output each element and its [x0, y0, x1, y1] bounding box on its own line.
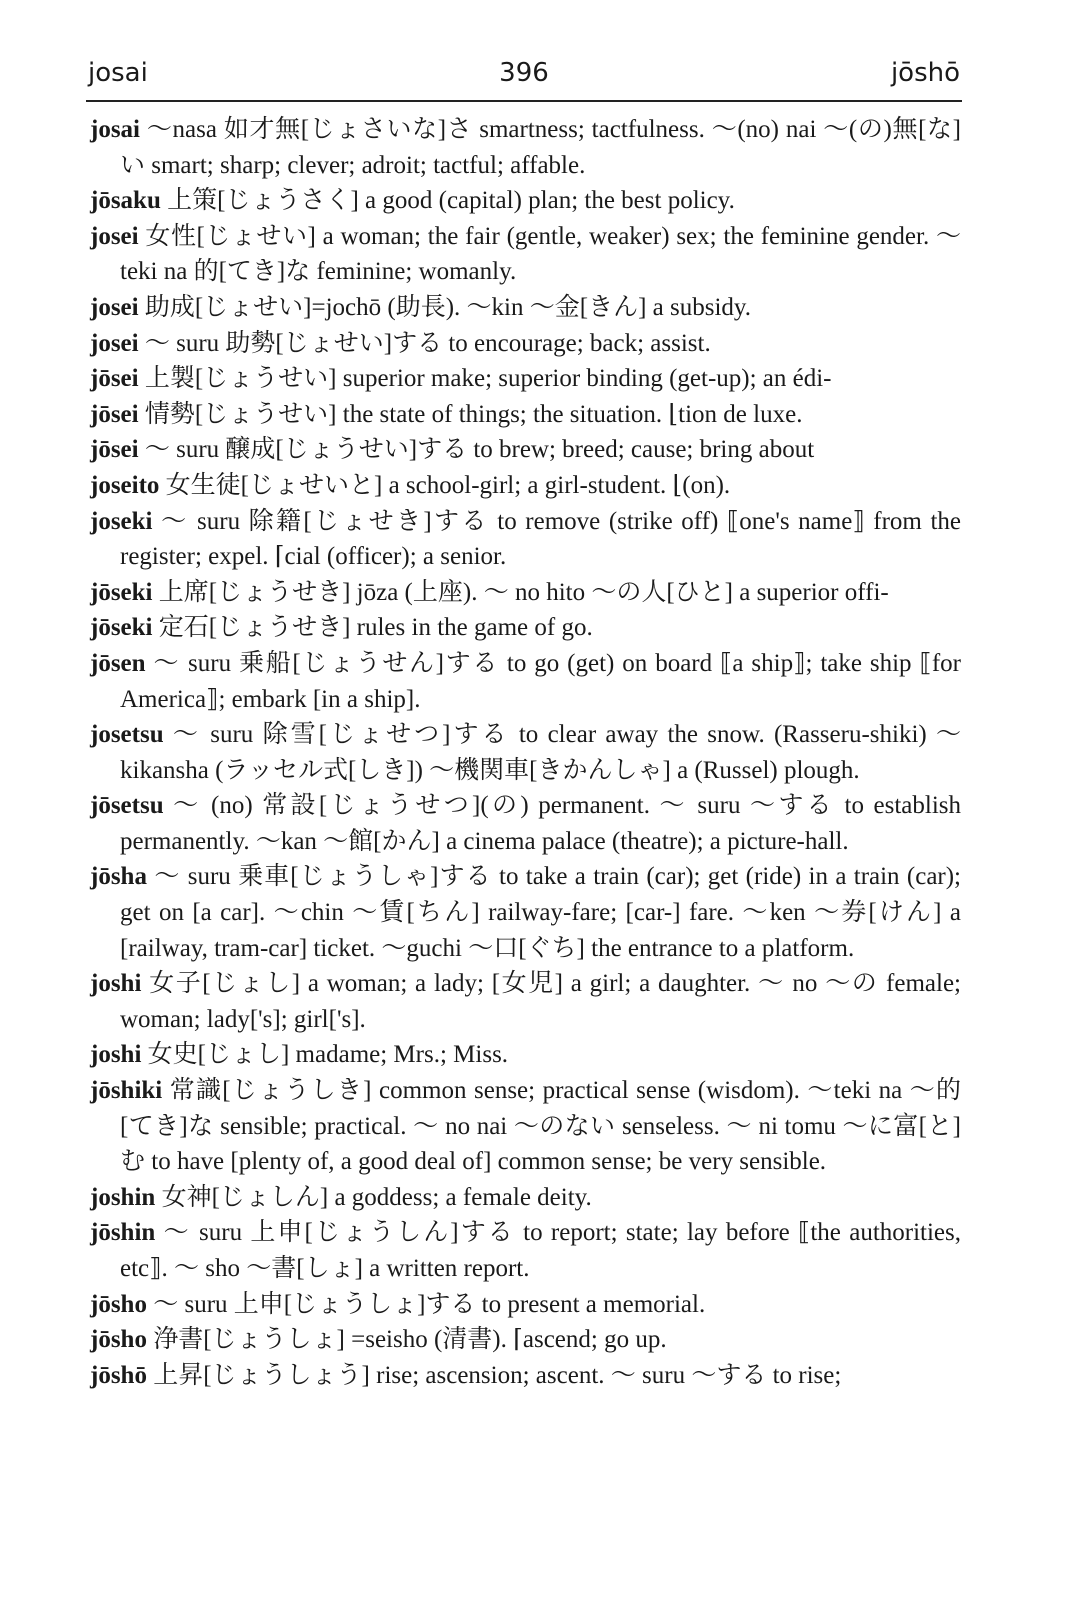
headword: jōsei	[90, 436, 139, 464]
dictionary-entry	[90, 575, 961, 611]
left-guide-word: josai	[88, 58, 148, 88]
headword: jōsho	[90, 1290, 147, 1318]
definition: 女子[じょし] a woman; a lady; [女児] a girl; a daughter. ～ no ～の female; woman; lady['s]; girl['s].	[120, 970, 962, 1033]
headword: jōsei	[90, 400, 139, 428]
dictionary-entry	[90, 219, 961, 290]
definition: 女性[じょせい] a woman; the fair (gentle, weaker) sex; the feminine gender. ～teki na 的[てき]な feminine; womanly.	[120, 222, 962, 286]
dictionary-entry	[90, 1287, 961, 1323]
headword: josei	[90, 293, 139, 321]
dictionary-entry	[90, 1073, 961, 1180]
definition: 助成[じょせい]=jochō (助長). ～kin ～金[きん] a subsidy.	[144, 293, 752, 321]
headword: jōsho	[90, 1326, 147, 1354]
header-rule	[86, 100, 962, 102]
headword: joshi	[90, 1041, 142, 1069]
definition: ～ suru 除雪[じょせつ]する to clear away the snow. (Rasseru-shiki) ～kikansha (ラッセル式[しき]) ～機関車[きかんしゃ] a (Russel) plough.	[120, 721, 962, 784]
headword: jōseki	[90, 578, 153, 606]
dictionary-entry	[90, 183, 961, 219]
dictionary-entry	[90, 646, 961, 717]
page-header	[88, 58, 960, 94]
definition: ～nasa 如才無[じょさいな]さ smartness; tactfulness. ～(no) nai ～(の)無[な]い smart; sharp; clever; adroit; tactful; affable.	[120, 116, 961, 179]
definition: 情勢[じょうせい] the state of things; the situation. ⌊tion de luxe.	[144, 400, 803, 428]
headword: jōshō	[90, 1361, 147, 1389]
headword: joseki	[90, 507, 153, 535]
dictionary-entry	[90, 112, 961, 183]
definition: 上製[じょうせい] superior make; superior binding (get-up); an édi-	[144, 365, 832, 393]
headword: jōsha	[90, 863, 147, 891]
dictionary-entry	[90, 326, 961, 362]
headword: jōsaku	[90, 187, 161, 215]
dictionary-entry	[90, 610, 961, 646]
headword: joshi	[90, 970, 142, 998]
definition: 常識[じょうしき] common sense; practical sense (wisdom). ～teki na ～的[てき]な sensible; practical. ～ no nai ～のない senseless. ～ ni tomu ～に富[と]む to have [plenty of, a good deal of] common sense; be very sensible.	[120, 1077, 962, 1176]
headword: josai	[90, 116, 140, 143]
dictionary-entry	[90, 788, 961, 859]
dictionary-entry	[90, 1180, 961, 1216]
definition: 浄書[じょうしょ] =seisho (清書). ⌈ascend; go up.	[153, 1326, 667, 1354]
definition: ～ suru 上申[じょうしん]する to report; state; lay before ⟦the authorities, etc⟧. ～ sho ～書[しょ] a written report.	[120, 1219, 961, 1282]
dictionary-entry	[90, 966, 961, 1037]
dictionary-entry	[90, 432, 961, 468]
headword: jōsetsu	[90, 792, 164, 820]
definition: ～ suru 醸成[じょうせい]する to brew; breed; cause; bring about	[144, 436, 815, 464]
dictionary-entry	[90, 397, 961, 433]
definition: 女史[じょし] madame; Mrs.; Miss.	[147, 1041, 509, 1069]
headword: jōsen	[90, 649, 146, 677]
definition: 上策[じょうさく] a good (capital) plan; the best policy.	[167, 187, 735, 215]
dictionary-entry	[90, 1322, 961, 1358]
dictionary-entry	[90, 504, 961, 575]
right-guide-word: jōshō	[890, 58, 960, 88]
definition: 女神[じょしん] a goddess; a female deity.	[161, 1183, 592, 1211]
definition: 定石[じょうせき] rules in the game of go.	[158, 614, 593, 642]
definition: 上席[じょうせき] jōza (上座). ～ no hito ～の人[ひと] a superior offi-	[158, 578, 889, 606]
headword: josei	[90, 329, 139, 357]
dictionary-entry	[90, 717, 961, 788]
definition: ～ suru 上申[じょうしょ]する to present a memorial.	[153, 1290, 706, 1318]
headword: josei	[90, 222, 139, 250]
definition: ～ suru 助勢[じょせい]する to encourage; back; assist.	[144, 329, 711, 357]
dictionary-entry	[90, 859, 961, 966]
dictionary-entry	[90, 1358, 961, 1394]
definition: ～ suru 除籍[じょせき]する to remove (strike off) ⟦one's name⟧ from the register; expel. ⌈cial (officer); a senior.	[120, 507, 962, 571]
dictionary-entry	[90, 361, 961, 397]
headword: jōshin	[90, 1219, 156, 1247]
dictionary-entry	[90, 290, 961, 326]
definition: ～ suru 乗船[じょうせん]する to go (get) on board ⟦a ship⟧; take ship ⟦for America⟧; embark [in a ship].	[120, 649, 961, 713]
entry-list	[90, 112, 961, 1393]
headword: joshin	[90, 1183, 156, 1211]
headword: josetsu	[90, 721, 164, 749]
page-number: 396	[499, 58, 549, 88]
definition: ～ (no) 常設[じょうせつ](の) permanent. ～ suru ～する to establish permanently. ～kan ～館[かん] a cinema palace (theatre); a picture-hall.	[120, 792, 961, 855]
dictionary-entry	[90, 1037, 961, 1073]
headword: joseito	[90, 471, 160, 499]
dictionary-entry	[90, 468, 961, 504]
dictionary-entry	[90, 1215, 961, 1286]
headword: jōshiki	[90, 1077, 163, 1105]
headword: jōsei	[90, 365, 139, 393]
definition: 上昇[じょうしょう] rise; ascension; ascent. ～ suru ～する to rise;	[153, 1361, 842, 1389]
definition: ～ suru 乗車[じょうしゃ]する to take a train (car); get (ride) in a train (car); get on [a car]. ～chin ～賃[ちん] railway-fare; [car-] fare. ～ken ～券[けん] a [railway, tram-car] ticket. ～guchi ～口[ぐち] the entrance to a platform.	[120, 863, 962, 962]
definition: 女生徒[じょせいと] a school-girl; a girl-student. ⌊(on).	[165, 471, 731, 499]
headword: jōseki	[90, 614, 153, 642]
